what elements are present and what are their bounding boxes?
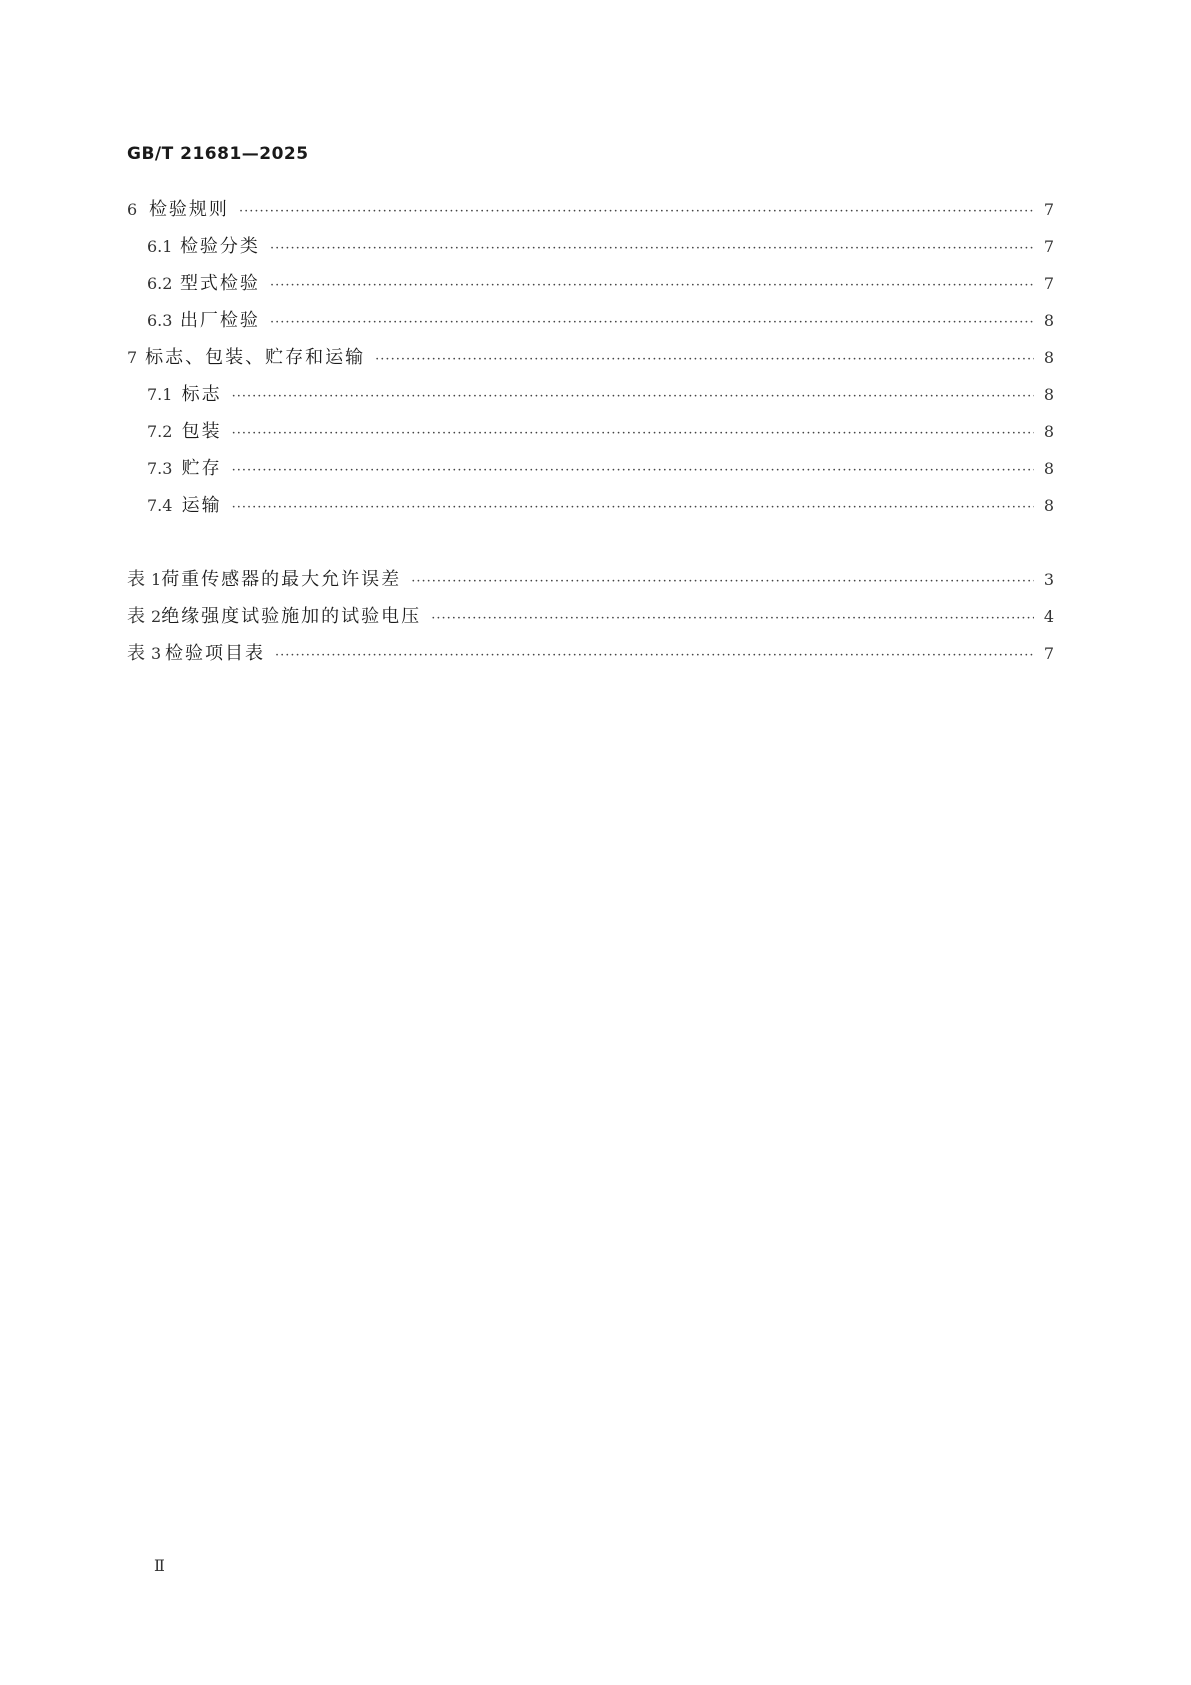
toc-entry-number: 7.3 [147,459,173,478]
toc-entry-page: 8 [1043,311,1054,330]
toc-entry[interactable] [127,346,1054,383]
toc-entry-title: 出厂检验 [179,310,260,331]
toc-entry-number: 6.1 [147,237,173,256]
toc-entry-number: 6.2 [147,274,173,293]
dot-leader [232,422,1034,446]
toc-entry[interactable] [127,420,1054,457]
dot-leader [375,348,1034,372]
toc-entry-page: 7 [1043,200,1054,219]
page-number: Ⅱ [154,1556,165,1575]
dot-leader [270,311,1034,335]
table-entry-word: 表 [127,606,145,627]
toc-entry[interactable] [127,457,1054,494]
toc-entry-number: 7.1 [147,385,173,404]
dot-leader [232,496,1034,520]
toc-entry-page: 7 [1043,274,1054,293]
toc-entry[interactable] [127,309,1054,346]
toc-entry-page: 8 [1043,459,1054,478]
dot-leader [232,385,1034,409]
dot-leader [275,644,1034,668]
toc-entry[interactable] [127,494,1054,531]
toc-entry-number: 6.3 [147,311,173,330]
table-entry-index: 2 [151,607,162,626]
toc-entry[interactable] [127,198,1054,235]
table-entry-page: 7 [1043,644,1054,663]
toc-entry-page: 8 [1043,385,1054,404]
toc-entry-title: 检验规则 [148,199,229,220]
toc-entry-title: 运输 [181,495,222,516]
table-entry-word: 表 [127,569,145,590]
table-entry-number [127,642,165,666]
table-entry-page: 3 [1043,570,1054,589]
dot-leader [270,274,1034,298]
toc-entry-title: 检验分类 [179,236,260,257]
dot-leader [431,607,1034,631]
toc-entry-number: 7.2 [147,422,173,441]
toc-entry-number: 7.4 [147,496,173,515]
dot-leader [239,200,1034,224]
table-entry-title: 检验项目表 [164,643,265,664]
toc-entry-title: 贮存 [181,458,222,479]
toc-entry-title: 型式检验 [179,273,260,294]
toc-entry-title: 标志、包装、贮存和运输 [145,347,366,368]
toc-entry-title: 包装 [181,421,222,442]
table-list-entry[interactable] [127,568,1054,605]
table-entry-page: 4 [1043,607,1054,626]
table-list-entry[interactable] [127,605,1054,642]
dot-leader [232,459,1034,483]
table-entry-word: 表 [127,643,145,664]
table-list-entry[interactable] [127,642,1054,679]
table-entry-index: 1 [151,570,162,589]
table-entry-title: 绝缘强度试验施加的试验电压 [161,606,422,627]
toc-entry[interactable] [127,235,1054,272]
toc-entry-title: 标志 [181,384,222,405]
toc-entry-page: 8 [1043,496,1054,515]
table-entry-number [127,605,161,629]
toc-entry-number: 6 [127,200,138,219]
toc-entry[interactable] [127,272,1054,309]
list-of-tables [127,568,1054,679]
table-entry-number [127,568,161,592]
table-entry-title: 荷重传感器的最大允许误差 [161,569,402,590]
dot-leader [270,237,1034,261]
document-code: GB/T 21681—2025 [127,144,309,164]
toc-entry-page: 7 [1043,237,1054,256]
toc-entry-page: 8 [1043,348,1054,367]
toc-entry[interactable] [127,383,1054,420]
toc-entry-page: 8 [1043,422,1054,441]
table-of-contents [127,198,1054,531]
dot-leader [411,570,1034,594]
table-entry-index: 3 [151,644,162,663]
toc-entry-number: 7 [127,348,138,367]
